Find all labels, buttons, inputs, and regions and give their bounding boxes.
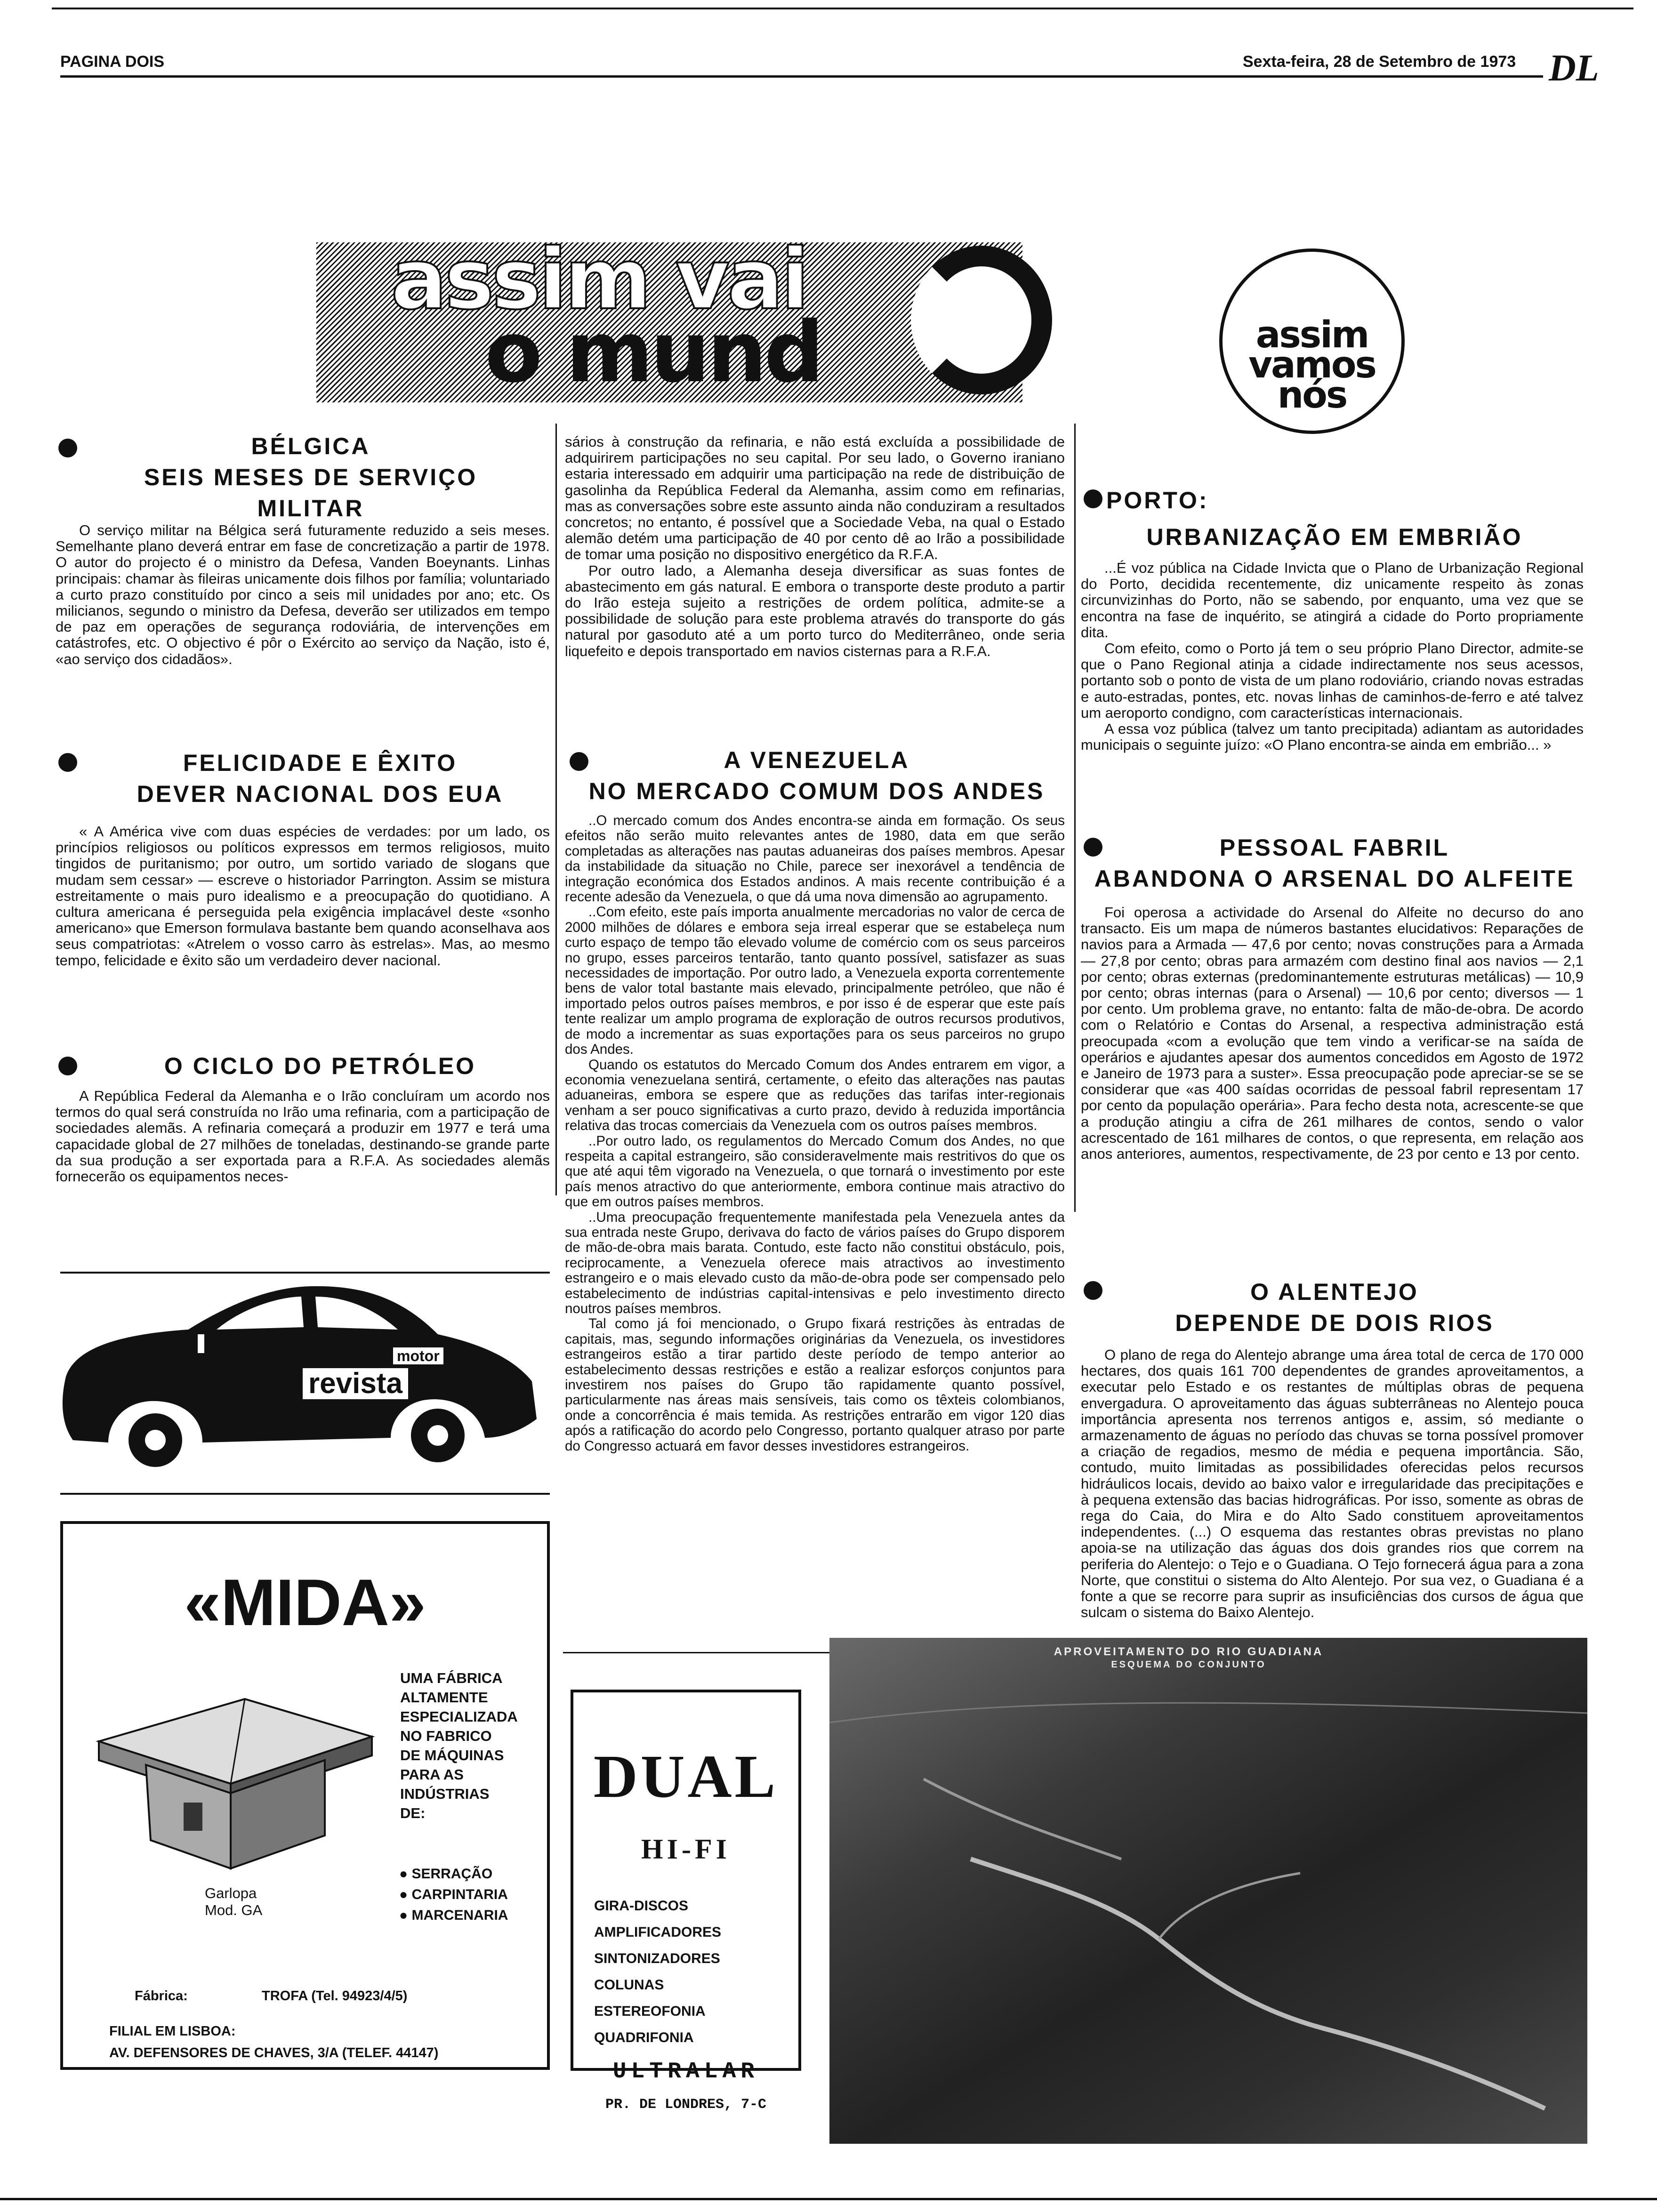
mida-branch-label: FILIAL EM LISBOA: (109, 2024, 236, 2039)
bottom-rule (0, 2198, 1657, 2200)
mida-desc-line: NO FABRICO (400, 1728, 492, 1744)
mida-desc-line: UMA FÁBRICA (400, 1670, 503, 1686)
dual-item: GIRA-DISCOS (594, 1898, 689, 1914)
bullet-porto (1084, 489, 1102, 508)
mida-branch-value: AV. DEFENSORES DE CHAVES, 3/A (TELEF. 44147) (109, 2045, 439, 2060)
porto-text: ...É voz pública na Cidade Invicta que o Plano de Urbanização Regional do Porto, decidida recentemente, diz unicamente respeito às zonas circunvizinhas do Porto, não se sabendo, por enquanto, uma vez que se encontra na fase de inquérito, se atingirá a cidade do Porto propriamente dita. Com efeito, como o Porto já tem o seu próprio Plano Director, admite-se que o Pano Regional atinja a cidade indirectamente nos seus acessos, portanto sob o ponto de vista de um plano rodoviário, criando novas estradas e auto-estradas, pontes, etc. novas linhas de caminhos-de-ferro e até talvez um aeroporto condigno, com características internacionais. A essa voz pública (talvez um tanto precipitada) adiantam as autoridades municipais o seguinte juízo: «O Plano encontra-se ainda em embrião... » (1081, 560, 1584, 753)
mida-factory-value: TROFA (Tel. 94923/4/5) (262, 1988, 408, 2004)
badge-line1: assim (1255, 314, 1368, 356)
issue-date: Sexta-feira, 28 de Setembro de 1973 (1243, 53, 1516, 71)
porto-h2: URBANIZAÇÃO EM EMBRIÃO (1146, 524, 1523, 550)
map-subtitle: ESQUEMA DO CONJUNTO (1111, 1659, 1266, 1670)
mida-desc-line: ESPECIALIZADA (400, 1708, 518, 1725)
alentejo-headline (1083, 1276, 1586, 1338)
alentejo-h2: DEPENDE DE DOIS RIOS (1175, 1310, 1494, 1336)
section-badge-text (1219, 314, 1405, 417)
header-rule (60, 75, 1543, 78)
venezuela-text: ..O mercado comum dos Andes encontra-se ainda em formação. Os seus efeitos não serão muito relevantes antes de 1980, data em que serão completadas as alterações nas pautas aduaneiras dos países membros. Apesar da instabilidade da situação no Chile, parece ser inexorável a tendência de integração económica dos Estados andinos. A mais recente contribuição é a recente adesão da Venezuela, o que dá uma nova dimensão ao agrupamento. ..Com efeito, este país importa anualmente mercadorias no valor de cerca de 2000 milhões de dólares e embora seja irreal esperar que se estabeleça num curto espaço de tempo tão elevado volume de comércio com os seus parceiros no grupo, esses parceiros tentarão, tanto quanto possível, satisfazer as suas necessidades de importação. Por outro lado, a Venezuela exporta correntemente bens de valor total bastante mais elevado, principalmente petróleo, que não é importado pelos outros países membros, e por isso é de esperar que este país tente realizar um amplo programa de exploração de outros recursos produtivos, de modo a incrementar as suas exportações para os seus parceiros no grupo dos Andes. Quando os estatutos do Mercado Comum dos Andes entrarem em vigor, a economia venezuelana sentirá, certamente, o efeito das alterações nas pautas aduaneiras, embora se espere que as reduções das tarifas inter-regionais venham a ser pouco significativas a curto prazo, devido à reduzida importância relativa das trocas comerciais da Venezuela com os outros países membros. ..Por outro lado, os regulamentos do Mercado Comum dos Andes, no que respeita a capital estrangeiro, são consideravelmente mais restritivos do que os que até aqui têm vigorado na Venezuela, o que tornará o investimento por este país menos atractivo do que anteriormente, embora continue mais atractivo do que em outros países membros. ..Uma preocupação frequentemente manifestada pela Venezuela antes da sua entrada neste Grupo, derivava do facto de vários países do Grupo disporem de mão-de-obra mais barata. Contudo, este facto não constitui obstáculo, pois, reciprocamente, a Venezuela oferece mais atractivos ao investimento estrangeiro e o mais elevado custo da mão-de-obra pode ser compensado pelo estabelecimento de indústrias capital-intensivas e pelo investimento directo noutros países membros. Tal como já foi mencionado, o Grupo fixará restrições às entradas de capitais, mas, segundo informações originárias da Venezuela, os investidores estrangeiros estão a tirar partido deste período de tempo anterior ao estabelecimento dessas restrições e estão a realizar esforços conjuntos para investirem nos países do Grupo tão rapidamente quanto possível, particularmente nas áreas mais sensíveis, tais como os têxteis colombianos, onde a concorrência é mais temida. As restrições entrarão em vigor 120 dias após a ratificação do acordo pelo Congresso, portanto qualquer atraso por parte do Congresso actuará em favor desses investidores estrangeiros. (565, 813, 1065, 1454)
belgica-headline (85, 431, 537, 524)
mida-factory-label: Fábrica: (135, 1988, 188, 2004)
top-rule (52, 8, 1633, 9)
dual-item: ESTEREOFONIA (594, 2004, 706, 2019)
mida-title: «MIDA» (184, 1565, 426, 1639)
mida-desc-line: ALTAMENTE (400, 1689, 488, 1706)
dual-subtitle: HI-FI (641, 1834, 731, 1865)
petroleo-headline: O CICLO DO PETRÓLEO (164, 1053, 476, 1079)
felicidade-h2: DEVER NACIONAL DOS EUA (137, 781, 504, 807)
mida-description (400, 1668, 518, 1823)
car-ad-bottom-rule (60, 1493, 550, 1495)
badge-line3: nós (1277, 374, 1347, 417)
newspaper-logo: DL (1549, 48, 1599, 89)
dual-item: COLUNAS (594, 1977, 664, 1993)
banner-line1: assim vai (391, 231, 807, 328)
mida-item: ● MARCENARIA (399, 1907, 508, 1923)
banner-line2: o mund (485, 304, 821, 401)
guadiana-map-photo (829, 1638, 1587, 2144)
dual-items (594, 1893, 721, 2051)
bullet-petroleo (58, 1057, 77, 1075)
bullet-belgica (58, 439, 77, 457)
car-ad-label2: revista (301, 1367, 410, 1401)
alfeite-h2: ABANDONA O ARSENAL DO ALFEITE (1094, 866, 1575, 892)
belgica-text: O serviço militar na Bélgica será futuramente reduzido a seis meses. Semelhante plano deverá entrar em fase de concretização a partir de 1978. O autor do projecto é o ministro da Defesa, Vanden Boeynants. Linhas principais: chamar às fileiras unicamente dois filhos por família; voluntariado a curto prazo constituído por cinco a seis mil unidades por ano; etc. Os milicianos, segundo o ministro da Defesa, deverão ser utilizados em tempo de paz em operações de segurança rodoviária, de intervenções em catástrofes, etc. O objectivo é pôr o Exército ao serviço da Nação, isto é, «ao serviço dos cidadãos». (56, 522, 550, 667)
bullet-felicidade (58, 753, 77, 772)
alfeite-text: Foi operosa a actividade do Arsenal do Alfeite no decurso do ano transacto. Eis um mapa de números bastantes elucidativos: Reparações de navios para a Armada — 47,6 por cento; novas construções para a Armada — 27,8 por cento; obras para armazém com destino final aos navios — 2,1 por cento; obras externas (predominantemente estruturas metálicas) — 10,9 por cento; obras internas (para o Arsenal) — 10,6 por cento; diversos — 1 por cento. Um problema grave, no entanto: falta de mão-de-obra. De acordo com o Relatório e Contas do Arsenal, a respectiva administração está preocupada «com a evolução que tem vindo a verificar-se na saída de operários e ajudantes apesar dos aumentos concedidos em Agosto de 1972 e Janeiro de 1973 para a suster». Essa preocupação pode apreciar-se se se considerar que «as 400 saídas ocorridas de pessoal fabril representam 17 por cento da população operária». Para fecho desta nota, acrescente-se que a produção atingiu a cifra de 261 milhares de contos, sendo o valor acrescentado de 161 milhares de contos, o que representa, em relação aos anos anteriores, aumentos, respectivamente, de 23 por cento e 13 por cento. (1081, 904, 1584, 1162)
porto-h1: PORTO: (1106, 487, 1209, 513)
mida-caption-line2: Mod. GA (205, 1902, 263, 1918)
belgica-h2: SEIS MESES DE SERVIÇO (144, 464, 478, 490)
badge-line2: vamos (1248, 344, 1375, 386)
alfeite-h1: PESSOAL FABRIL (1219, 834, 1450, 861)
car-silhouette (47, 1278, 551, 1471)
map-title: APROVEITAMENTO DO RIO GUADIANA (1054, 1645, 1324, 1658)
mida-item: ● SERRAÇÃO (399, 1866, 493, 1882)
dual-shop: ULTRALAR (612, 2059, 759, 2084)
dual-title: DUAL (593, 1743, 779, 1811)
venezuela-headline (581, 745, 1052, 807)
mida-item: ● CARPINTARIA (399, 1887, 508, 1902)
mida-caption-line1: Garlopa (205, 1885, 257, 1901)
mida-machine-caption (205, 1885, 262, 1919)
mida-desc-line: PARA AS (400, 1766, 464, 1783)
mida-desc-line: INDÚSTRIAS (400, 1786, 490, 1802)
alentejo-text: O plano de rega do Alentejo abrange uma área total de cerca de 170 000 hectares, dos quais 161 700 dependentes de grandes aproveitamentos, a executar pelo Estado e os restantes de múltiplas obras de pequena envergadura. O aproveitamento das águas subterrâneas no Alentejo pouca importância apresenta nos terrenos antigos e, assim, só mediante o armazenamento de águas no período das chuvas se torna possível promover a criação de regadios, mesmo de média e pequena importância. São, contudo, muito limitadas as possibilidades oferecidas pelos recursos hidráulicos locais, devido ao baixo valor e irregularidade das precipitações e à pequena extensão das bacias hidrográficas. Por isso, somente as obras de rega do Caia, do Mira e do Alto Sado constituem aproveitamentos independentes. (...) O esquema das restantes obras previstas no plano apoia-se na utilização das águas dos dois grandes rios que correm na periferia do Alentejo: o Tejo e o Guadiana. O Tejo fornecerá água para a zona Norte, que constitui o sistema do Alto Alentejo. Por sua vez, o Guadiana é a fonte a que se recorre para suprir as insuficiências dos cursos de água que sulcam o sistema do Baixo Alentejo. (1081, 1346, 1584, 1621)
belgica-h3: MILITAR (257, 495, 364, 521)
car-ad-top-rule (60, 1272, 550, 1274)
alfeite-headline (1083, 832, 1586, 894)
page-label: PAGINA DOIS (60, 53, 165, 71)
felicidade-headline (94, 747, 546, 809)
mida-desc-line: DE MÁQUINAS (400, 1747, 504, 1763)
dual-item: QUADRIFONIA (594, 2030, 694, 2045)
planer-machine-illustration (89, 1685, 381, 1873)
petroleo-text: A República Federal da Alemanha e o Irão concluíram um acordo nos termos do qual será construída no Irão uma refinaria, com a participação de sociedades alemãs. A refinaria começará a produzir em 1977 e terá uma capacidade global de 27 milhões de toneladas, destinando-se grande parte da sua produção a ser exportada para a R.F.A. As sociedades alemãs fornecerão os equipamentos neces- (56, 1088, 550, 1185)
column-rule-1 (555, 424, 557, 1195)
mida-items (399, 1864, 508, 1926)
belgica-h1: BÉLGICA (251, 433, 370, 459)
petroleo-continuation: sários à construção da refinaria, e não está excluída a possibilidade de adquirirem participações no seu capital. Por seu lado, o Governo iraniano estaria interessado em adquirir uma participação na rede de distribuição de gasolinha da República Federal da Alemanha, assim como em refinarias, mas as conversações sobre este assunto ainda não conduziram a resultados concretos; no entanto, é possível que a Sociedade Veba, na qual o Estado alemão detém uma participação de 40 por cento dê ao Irão a possibilidade de tomar uma posição no dispositivo energético da R.F.A. Por outro lado, a Alemanha deseja diversificar as suas fontes de abastecimento em gás natural. E embora o transporte deste produto a partir do Irão esteja sujeito a restrições de ordem política, admite-se a possibilidade de solução para este problema através do transporte do gás natural por gasoduto até a um porto turco do Mediterrâneo, onde seria liquefeito e depois transportado em navios cisternas para a R.F.A. (565, 433, 1065, 659)
dual-item: SINTONIZADORES (594, 1951, 720, 1966)
mida-desc-line: DE: (400, 1805, 426, 1821)
dual-item: AMPLIFICADORES (594, 1924, 721, 1940)
venezuela-h2: NO MERCADO COMUM DOS ANDES (588, 778, 1045, 804)
banner-o-ring (911, 246, 1052, 394)
dual-address: PR. DE LONDRES, 7-C (605, 2097, 767, 2113)
column-rule-2 (1074, 424, 1076, 1212)
felicidade-text: « A América vive com duas espécies de verdades: por um lado, os princípios religiosos ou políticos expressos em termos religiosos, muito tingidos de puritanismo; por outro, um sortido variado de slogans que mudam sem cessar» — escreve o historiador Parrington. Assim se mistura estreitamente o mais puro idealismo e a preocupação do quotidiano. A cultura americana é perseguida pela exigência implacável deste «sonho americano» que Emerson formulava bastante bem quando aconselhava aos seus compatriotas: «Atrelem o vosso carro às estrelas». Mas, ao mesmo tempo, felicidade e êxito são um verdadeiro dever nacional. (56, 823, 550, 969)
venezuela-h1: A VENEZUELA (724, 747, 910, 773)
felicidade-h1: FELICIDADE E ÊXITO (183, 750, 458, 776)
alentejo-h1: O ALENTEJO (1250, 1279, 1419, 1305)
car-ad-label1: motor (392, 1346, 445, 1366)
